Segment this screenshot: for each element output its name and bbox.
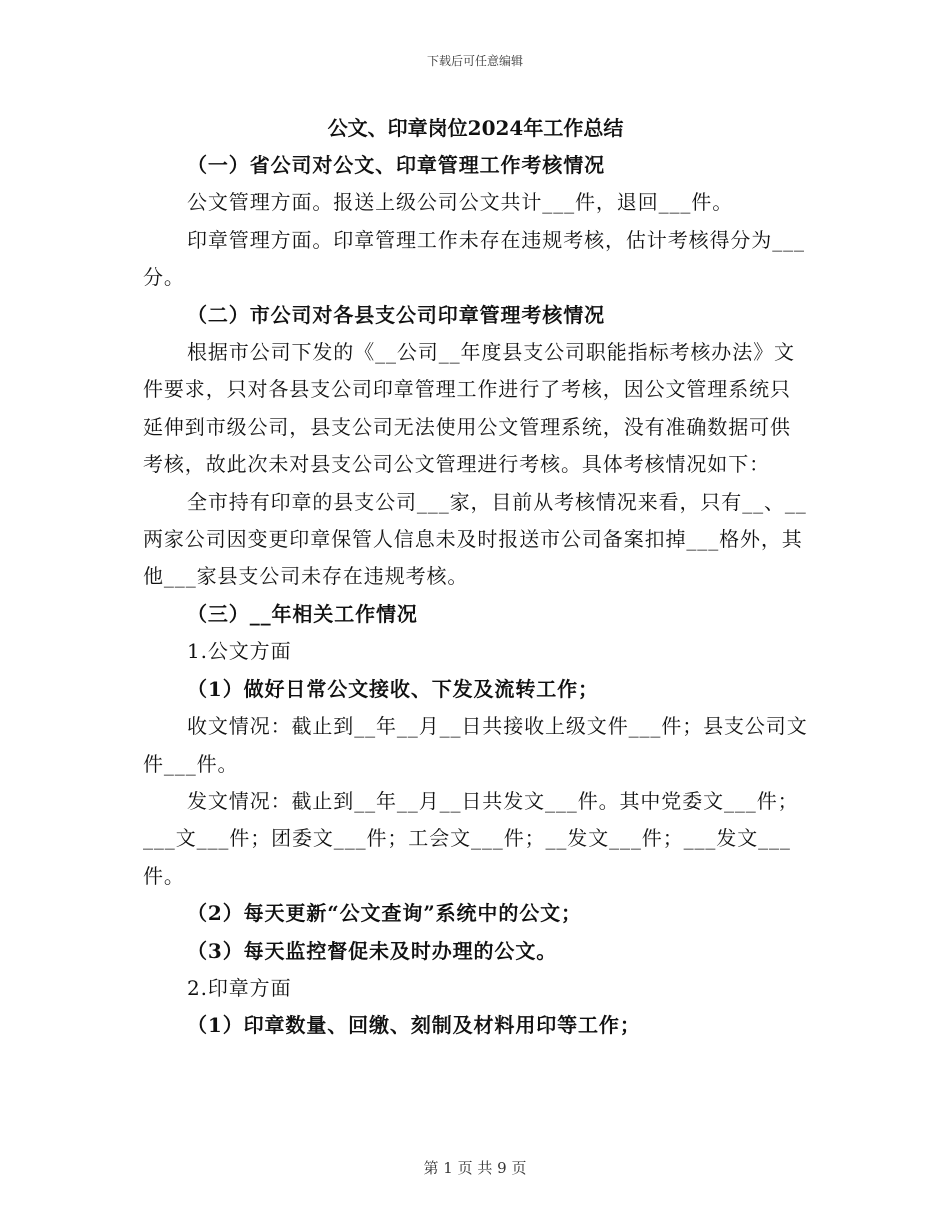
paragraph: 印章管理方面。印章管理工作未存在违规考核，估计考核得分为___分。 [143,227,805,290]
item-heading: （1）印章数量、回缴、刻制及材料用印等工作； [187,1013,641,1038]
paragraph: 收文情况：截止到__年__月__日共接收上级文件___件；县支公司文件___件。 [143,714,808,776]
document-title: 公文、印章岗位2024年工作总结 [327,116,624,140]
header-note: 下载后可任意编辑 [426,54,523,68]
section-heading-1: （一）省公司对公文、印章管理工作考核情况 [187,153,605,177]
paragraph: 发文情况：截止到__年__月__日共发文___件。其中党委文___件；___文___件；团委文___件；工会文___件；__发文___件；___发文___件。 [143,788,799,888]
subsection-heading: 2.印章方面 [187,975,292,1000]
item-heading: （3）每天监控督促未及时办理的公文。 [187,938,558,963]
paragraph: 公文管理方面。报送上级公司公文共计___件，退回___件。 [187,190,734,215]
subsection-heading: 1.公文方面 [187,639,292,664]
section-heading-2: （二）市公司对各县支公司印章管理考核情况 [187,302,605,327]
paragraph: 根据市公司下发的《__公司__年度县支公司职能指标考核办法》文件要求，只对各县支公司印章管理工作进行了考核，因公文管理系统只延伸到市级公司，县支公司无法使用公文管理系统，没有准确数据可供考核，故此次未对县支公司公文管理进行考核。具体考核情况如下： [143,340,795,477]
item-heading: （1）做好日常公文接收、下发及流转工作； [187,676,599,701]
document-body [143,110,808,1045]
paragraph: 全市持有印章的县支公司___家，目前从考核情况来看，只有__、__两家公司因变更印章保管人信息未及时报送市公司备案扣掉___格外，其他___家县支公司未存在违规考核。 [143,489,807,589]
section-heading-3: （三）__年相关工作情况 [187,601,418,626]
item-heading: （2）每天更新“公文查询”系统中的公文； [187,901,582,926]
page-footer: 第 1 页 共 9 页 [423,1159,527,1177]
